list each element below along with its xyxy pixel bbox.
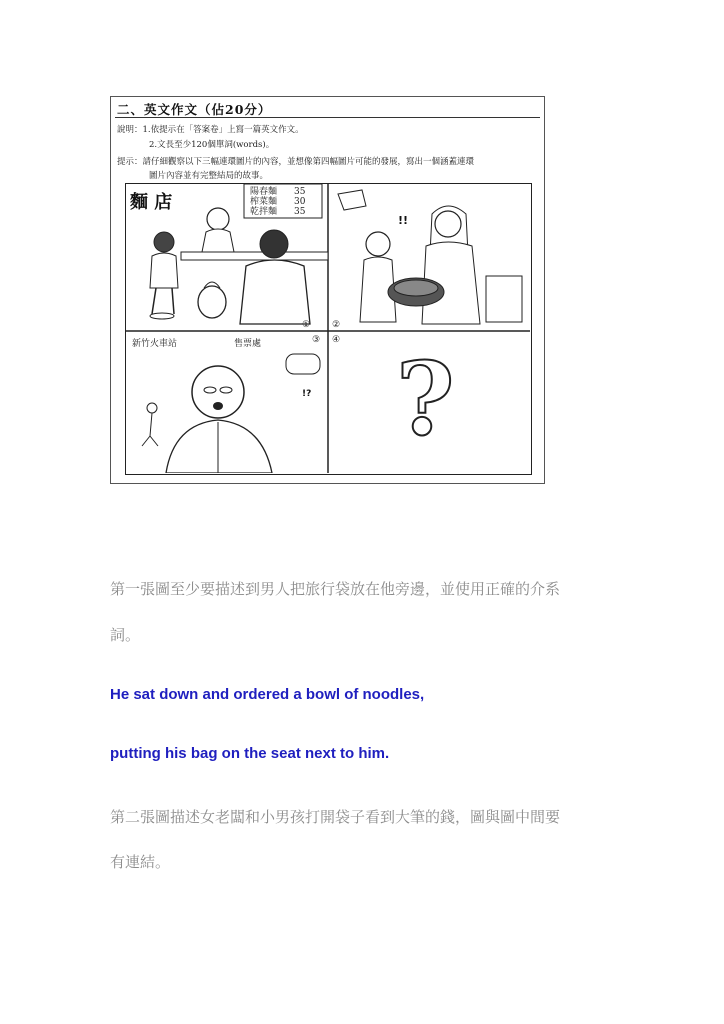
menu-item-1: 陽春麵 bbox=[250, 187, 278, 197]
panel-number-2: ② bbox=[332, 320, 341, 330]
panel-4-unknown bbox=[332, 335, 455, 458]
panel-2-opening-bag bbox=[332, 190, 522, 330]
answer-1-line-2: putting his bag on the seat next to him. bbox=[110, 745, 390, 762]
menu-item-3: 乾拌麵 bbox=[250, 207, 278, 217]
hint-line-1: 提示：請仔細觀察以下三幅連環圖片的內容，並想像第四幅圖片可能的發展，寫出一個涵蓋連環 bbox=[117, 157, 475, 167]
shop-sign: 麵 店 bbox=[130, 192, 173, 213]
hint-line-2: 圖片內容並有完整結局的故事。 bbox=[149, 171, 269, 181]
instruction-1: 說明：1.依提示在「答案卷」上寫一篇英文作文。 bbox=[117, 125, 304, 135]
exam-question-image bbox=[110, 96, 545, 484]
panel-3-train-station bbox=[132, 335, 320, 473]
caption-1-line-2: 詞。 bbox=[110, 626, 141, 644]
menu-item-2: 榨菜麵 bbox=[250, 197, 278, 207]
panel-1-noodle-shop bbox=[130, 184, 328, 330]
caption-2-line-2: 有連結。 bbox=[110, 853, 171, 871]
panel-number-4: ④ bbox=[332, 335, 341, 345]
comic-drawing bbox=[126, 184, 530, 473]
puzzled-mark: !? bbox=[302, 389, 312, 399]
menu-price-2: 30 bbox=[294, 197, 306, 207]
caption-2-line-1: 第二張圖描述女老闆和小男孩打開袋子看到大筆的錢，圖與圖中間要 bbox=[110, 808, 561, 826]
station-sign: 新竹火車站 bbox=[132, 339, 178, 349]
ticket-office-sign: 售票處 bbox=[234, 339, 262, 349]
caption-1-line-1: 第一張圖至少要描述到男人把旅行袋放在他旁邊，並使用正確的介系 bbox=[110, 580, 561, 598]
menu-price-1: 35 bbox=[294, 187, 306, 197]
menu-price-3: 35 bbox=[294, 207, 306, 217]
comic-strip bbox=[125, 183, 532, 475]
exclaim-mark: !! bbox=[398, 214, 409, 227]
panel-number-3: ③ bbox=[312, 335, 321, 345]
question-mark-icon: ? bbox=[396, 340, 455, 458]
title-divider bbox=[115, 117, 540, 118]
exam-title: 二、英文作文（佔20分） bbox=[117, 102, 272, 117]
panel-number-1: ① bbox=[302, 320, 311, 330]
instruction-2: 2.文長至少120個單詞(words)。 bbox=[149, 140, 275, 150]
answer-1-line-1: He sat down and ordered a bowl of noodles, bbox=[110, 686, 425, 703]
